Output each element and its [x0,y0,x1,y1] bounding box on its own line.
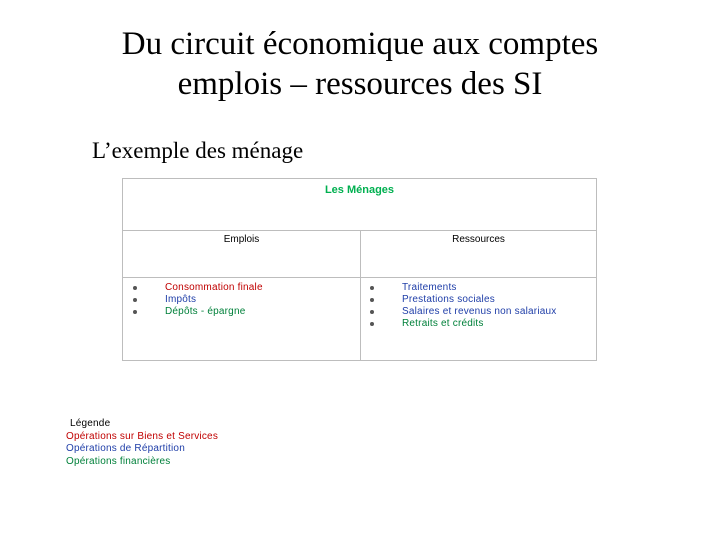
table-title: Les Ménages [324,184,395,196]
bullet-icon [133,298,137,302]
legend-item-financieres: Opérations financières [66,455,171,467]
emplois-list [133,282,353,318]
list-item [370,294,592,306]
ressources-item-retraits: Retraits et crédits [402,318,484,329]
table-divider-vertical [360,230,361,360]
list-item [133,306,353,318]
emplois-item-impots: Impôts [165,294,197,305]
list-item [370,282,592,294]
bullet-icon [370,298,374,302]
bullet-icon [133,286,137,290]
slide-title [60,24,660,104]
list-item [370,318,592,330]
emplois-item-depots: Dépôts - épargne [165,306,246,317]
ressources-item-traitements: Traitements [402,282,457,293]
slide-subtitle: L’exemple des ménage [92,138,304,163]
bullet-icon [370,322,374,326]
emplois-item-consommation: Consommation finale [165,282,263,293]
list-item [133,294,353,306]
ressources-item-salaires: Salaires et revenus non salariaux [402,306,557,317]
legend [66,418,218,468]
bullet-icon [370,286,374,290]
column-header-emplois: Emplois [223,234,260,245]
slide-title-line-2: emplois – ressources des SI [177,66,543,102]
list-item [370,306,592,318]
legend-item-repartition: Opérations de Répartition [66,443,185,454]
legend-heading: Légende [70,418,111,429]
ressources-item-prestations: Prestations sociales [402,294,495,305]
legend-item-biens-services: Opérations sur Biens et Services [66,430,219,442]
list-item [133,282,353,294]
slide-title-line-1: Du circuit économique aux comptes [121,26,599,62]
ressources-list [370,282,592,330]
column-header-ressources: Ressources [452,234,505,245]
bullet-icon [370,310,374,314]
bullet-icon [133,310,137,314]
accounts-table [122,178,597,361]
